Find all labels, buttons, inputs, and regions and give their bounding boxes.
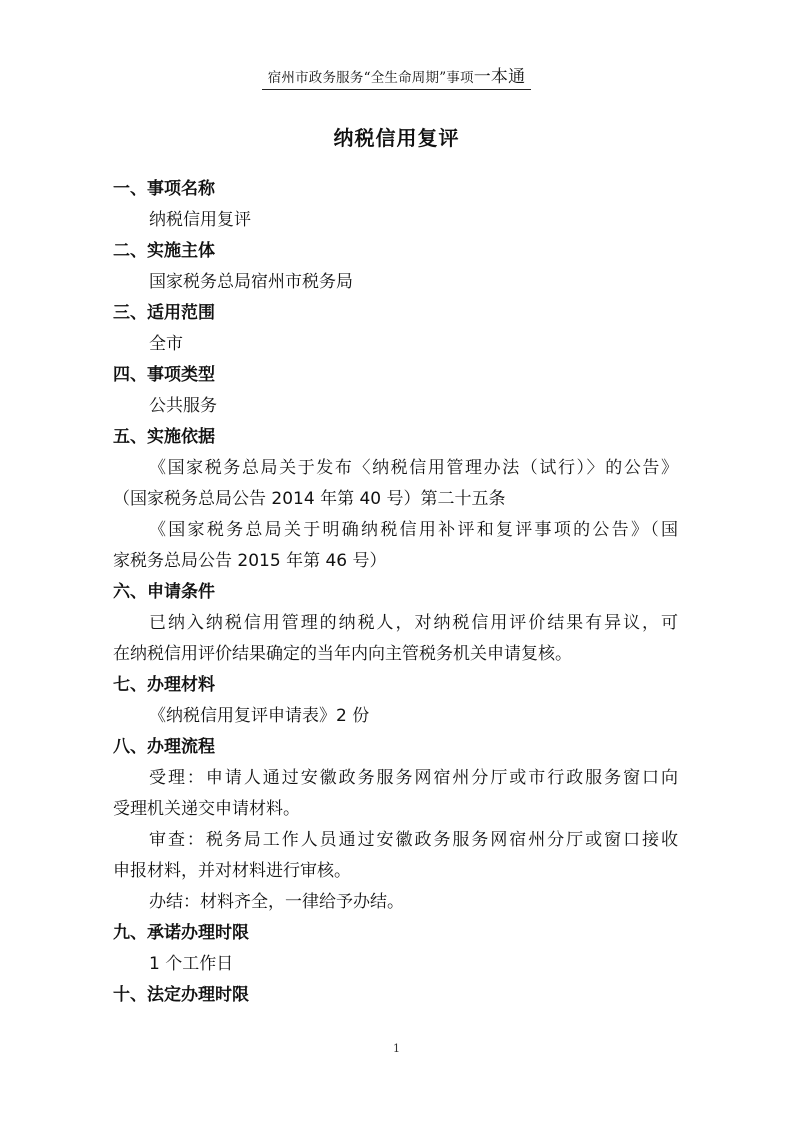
paragraph-line: 国家税务总局宿州市税务局 [149, 272, 353, 292]
paragraph-line: 纳税信用复评 [149, 210, 251, 230]
running-header [0, 62, 793, 90]
paragraph-line: 1 个工作日 [149, 954, 234, 974]
running-header-main: 宿州市政务服务“全生命周期”事项 [267, 70, 474, 86]
paragraph-line: 《纳税信用复评申请表》2 份 [149, 706, 370, 726]
section-heading: 八、办理流程 [113, 737, 215, 757]
paragraph-line: 全市 [149, 334, 183, 354]
section-heading: 九、承诺办理时限 [113, 923, 249, 943]
paragraph-continuation: 家税务总局公告 2015 年第 46 号） [113, 551, 387, 571]
section-heading: 二、实施主体 [113, 241, 215, 261]
section-heading: 十、法定办理时限 [113, 985, 249, 1005]
paragraph-continuation: （国家税务总局公告 2014 年第 40 号）第二十五条 [113, 489, 506, 509]
paragraph-continuation: 申报材料，并对材料进行审核。 [113, 861, 351, 881]
running-header-tail: 一本通 [473, 67, 526, 87]
section-heading: 七、办理材料 [113, 675, 215, 695]
paragraph-line: 《国家税务总局关于明确纳税信用补评和复评事项的公告》（国 [149, 520, 678, 540]
page-number: 1 [393, 1042, 400, 1055]
section-heading: 三、适用范围 [113, 303, 215, 323]
section-heading: 四、事项类型 [113, 365, 215, 385]
paragraph-line: 审查：税务局工作人员通过安徽政务服务网宿州分厅或窗口接收 [149, 830, 678, 850]
paragraph-line: 受理：申请人通过安徽政务服务网宿州分厅或市行政服务窗口向 [149, 768, 678, 788]
section-heading: 六、申请条件 [113, 582, 215, 602]
section-heading: 五、实施依据 [113, 427, 215, 447]
section-heading: 一、事项名称 [113, 179, 215, 199]
paragraph-continuation: 在纳税信用评价结果确定的当年内向主管税务机关申请复核。 [113, 644, 572, 664]
paragraph-line: 《国家税务总局关于发布〈纳税信用管理办法（试行）〉的公告》 [149, 458, 678, 478]
paragraph-line: 已纳入纳税信用管理的纳税人，对纳税信用评价结果有异议，可 [149, 613, 678, 633]
paragraph-continuation: 受理机关递交申请材料。 [113, 799, 300, 819]
paragraph-line: 公共服务 [149, 396, 217, 416]
paragraph-line: 办结：材料齐全，一律给予办结。 [149, 892, 404, 912]
document-body [113, 174, 678, 1011]
document-title: 纳税信用复评 [333, 126, 460, 150]
running-header-text [262, 62, 532, 90]
